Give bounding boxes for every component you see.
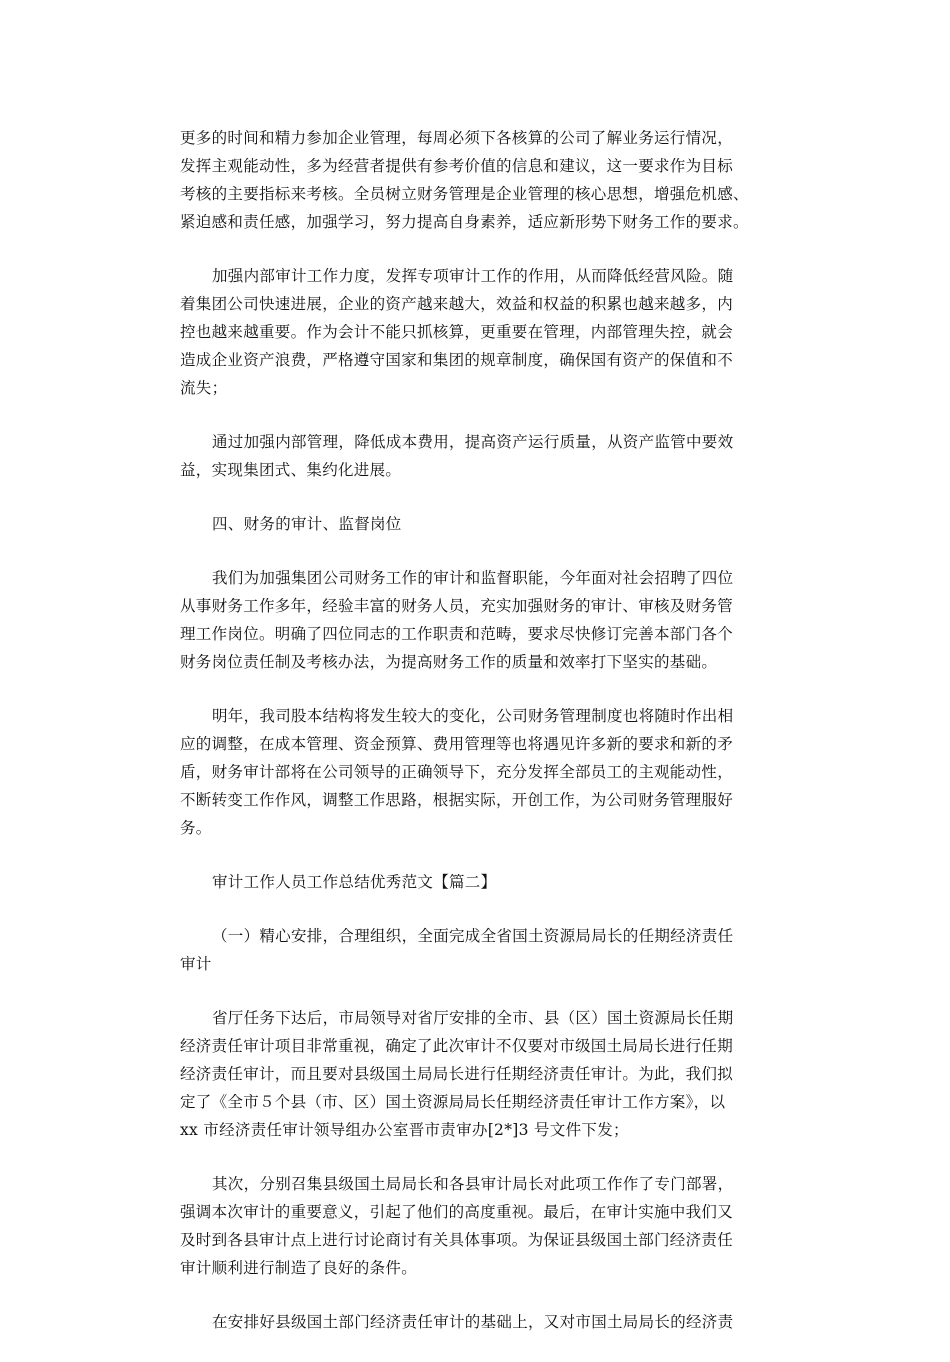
- text-line: 流失；: [180, 379, 228, 397]
- paragraph: [180, 428, 780, 484]
- paragraph: [180, 1004, 780, 1144]
- text-line: 财务岗位责任制及考核办法，为提高财务工作的质量和效率打下坚实的基础。: [180, 653, 718, 671]
- text-line: 审计顺利进行制造了良好的条件。: [180, 1259, 418, 1277]
- text-line: 考核的主要指标来考核。全员树立财务管理是企业管理的核心思想，增强危机感、: [180, 185, 749, 203]
- article-title-text: 审计工作人员工作总结优秀范文【篇二】: [212, 873, 497, 891]
- text-line: 控也越来越重要。作为会计不能只抓核算，更重要在管理，内部管理失控，就会: [180, 323, 734, 341]
- text-line: 我们为加强集团公司财务工作的审计和监督职能，今年面对社会招聘了四位: [212, 569, 734, 587]
- text-line: 审计: [180, 955, 212, 973]
- paragraph: [180, 1170, 780, 1282]
- article-title: [180, 868, 780, 896]
- paragraph: [180, 702, 780, 842]
- text-line: 着集团公司快速进展，企业的资产越来越大，效益和权益的积累也越来越多，内: [180, 295, 734, 313]
- text-line: 造成企业资产浪费，严格遵守国家和集团的规章制度，确保国有资产的保值和不: [180, 351, 734, 369]
- text-line: 定了《全市５个县（市、区）国土资源局局长任期经济责任审计工作方案》，以: [180, 1093, 726, 1111]
- text-line: 明年，我司股本结构将发生较大的变化，公司财务管理制度也将随时作出相: [212, 707, 734, 725]
- section-heading: [180, 510, 780, 538]
- text-line: 盾，财务审计部将在公司领导的正确领导下，充分发挥全部员工的主观能动性，: [180, 763, 734, 781]
- text-line: （一）精心安排，合理组织，全面完成全省国土资源局局长的任期经济责任: [212, 927, 734, 945]
- document-page: [180, 124, 780, 1362]
- text-line: 从事财务工作多年，经验丰富的财务人员，充实加强财务的审计、审核及财务管: [180, 597, 734, 615]
- section-heading-text: 四、财务的审计、监督岗位: [212, 515, 402, 533]
- text-line: 省厅任务下达后，市局领导对省厅安排的全市、县（区）国土资源局长任期: [212, 1009, 734, 1027]
- paragraph: [180, 564, 780, 676]
- text-line: 务。: [180, 819, 212, 837]
- text-line: 及时到各县审计点上进行讨论商讨有关具体事项。为保证县级国土部门经济责任: [180, 1231, 734, 1249]
- text-line: 益，实现集团式、集约化进展。: [180, 461, 402, 479]
- text-line: xx 市经济责任审计领导组办公室晋市责审办[2*]3 号文件下发；: [180, 1121, 629, 1139]
- text-line: 加强内部审计工作力度，发挥专项审计工作的作用，从而降低经营风险。随: [212, 267, 734, 285]
- text-line: 理工作岗位。明确了四位同志的工作职责和范畴，要求尽快修订完善本部门各个: [180, 625, 734, 643]
- paragraph: [180, 124, 780, 236]
- text-line: 发挥主观能动性，多为经营者提供有参考价值的信息和建议，这一要求作为目标: [180, 157, 734, 175]
- text-line: 经济责任审计，而且要对县级国土局局长进行任期经济责任审计。为此，我们拟: [180, 1065, 734, 1083]
- text-line: 更多的时间和精力参加企业管理，每周必须下各核算的公司了解业务运行情况，: [180, 129, 734, 147]
- paragraph: [180, 262, 780, 402]
- text-line: 在安排好县级国土部门经济责任审计的基础上，又对市国土局局长的经济责: [212, 1313, 734, 1331]
- text-line: 其次，分别召集县级国土局局长和各县审计局长对此项工作作了专门部署，: [212, 1175, 734, 1193]
- text-line: 应的调整，在成本管理、资金预算、费用管理等也将遇见许多新的要求和新的矛: [180, 735, 734, 753]
- text-line: 通过加强内部管理，降低成本费用，提高资产运行质量，从资产监管中要效: [212, 433, 734, 451]
- paragraph: [180, 922, 780, 978]
- paragraph: [180, 1308, 780, 1336]
- text-line: 强调本次审计的重要意义，引起了他们的高度重视。最后，在审计实施中我们又: [180, 1203, 734, 1221]
- text-line: 经济责任审计项目非常重视，确定了此次审计不仅要对市级国土局局长进行任期: [180, 1037, 734, 1055]
- text-line: 紧迫感和责任感，加强学习，努力提高自身素养，适应新形势下财务工作的要求。: [180, 213, 749, 231]
- text-line: 不断转变工作作风，调整工作思路，根据实际，开创工作，为公司财务管理服好: [180, 791, 734, 809]
